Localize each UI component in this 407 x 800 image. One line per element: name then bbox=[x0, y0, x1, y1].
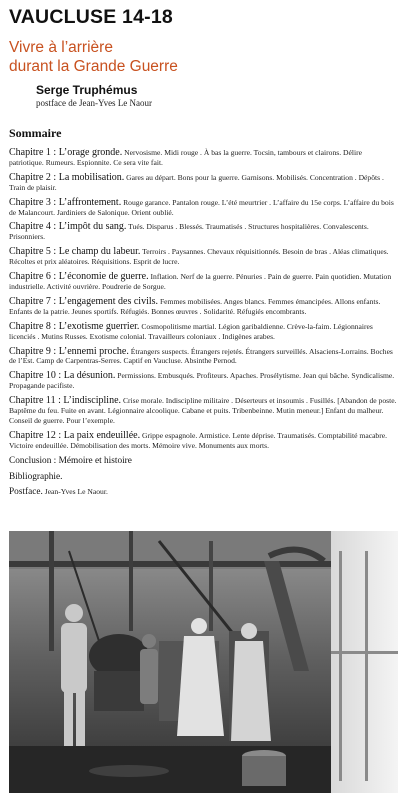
chapter-topics: Grippe espagnole. Armistice. Lente déprise. Traumatisés. Comptabilité macabre. Victoire endeuillée. Démobilisation des morts. Mémoire vive. Monuments aux morts. bbox=[9, 430, 388, 450]
toc-postface: Postface. Jean-Yves Le Naour. bbox=[9, 487, 108, 498]
factory-workers-photo bbox=[9, 531, 398, 793]
toc-chapter bbox=[9, 322, 397, 342]
chapter-topics: Femmes mobilisées. Anges blancs. Femmes émancipées. Allons enfants. Enfants de la patrie. Jeunes sportifs. Réfugiés. Bonnes œuvres . Solidarité. Réfugiés encombrants. bbox=[9, 296, 381, 316]
toc-chapter bbox=[9, 347, 397, 367]
chapter-list bbox=[9, 148, 397, 451]
toc-chapter bbox=[9, 272, 397, 292]
chapter-topics: Rouge garance. Pantalon rouge. L’été meurtrier . L’affaire du 15e corps. L’affaire du bois de Malancourt. Jardiniers de Salonique. Orient oublié. bbox=[9, 197, 394, 217]
chapter-topics: Crise morale. Indiscipline militaire . Déserteurs et insoumis . Fusillés. [Abandon de poste. Baptême du feu. Fuite en avant. Légionnaire alcoolique. Cabane et puits. Tribenbeinne. Mutin meneur.] Enfant du malheur. Conseil de guerre. Pour l’exemple. bbox=[9, 396, 397, 425]
author-name: Serge Truphémus bbox=[36, 83, 138, 97]
chapter-title: Chapitre 4 : L’impôt du sang. bbox=[9, 221, 127, 233]
chapter-title: Chapitre 5 : Le champ du labeur. bbox=[9, 246, 141, 258]
chapter-title: Chapitre 11 : L’indiscipline. bbox=[9, 395, 122, 407]
book-title: VAUCLUSE 14-18 bbox=[9, 6, 173, 28]
table-of-contents bbox=[9, 126, 397, 503]
chapter-topics: Inflation. Nerf de la guerre. Pénuries . Pain de guerre. Pain quotidien. Mutation industrielle. Activité ouvrière. Poudrerie de Sorgue. bbox=[9, 272, 392, 291]
chapter-title: Chapitre 2 : La mobilisation. bbox=[9, 171, 125, 183]
toc-chapter bbox=[9, 222, 397, 242]
toc-chapter bbox=[9, 173, 397, 193]
chapter-topics: Gares au départ. Bons pour la guerre. Garnisons. Mobilisés. Concentration . Dépôts . Train de plaisir. bbox=[9, 172, 384, 192]
chapter-topics: Tués. Disparus . Blessés. Traumatisés . Structures hospitalières. Convalescents. Prisonniers. bbox=[9, 222, 369, 242]
toc-chapter bbox=[9, 431, 397, 451]
toc-conclusion: Conclusion : Mémoire et histoire bbox=[9, 455, 132, 466]
chapter-topics: Cosmopolitisme martial. Légion garibaldienne. Crève-la-faim. Légionnaires licenciés . Mutins Russes. Exotisme colonial. Travailleurs coloniaux . Indigènes arabes. bbox=[9, 321, 373, 341]
toc-bibliography: Bibliographie. bbox=[9, 471, 63, 482]
toc-chapter bbox=[9, 297, 397, 317]
chapter-title: Chapitre 3 : L’affrontement. bbox=[9, 196, 122, 208]
toc-chapter bbox=[9, 396, 397, 426]
chapter-title: Chapitre 6 : L’économie de guerre. bbox=[9, 271, 149, 283]
chapter-title: Chapitre 1 : L’orage gronde. bbox=[9, 147, 123, 158]
toc-chapter bbox=[9, 148, 397, 168]
chapter-topics: Permissions. Embusqués. Profiteurs. Apaches. Prosélytisme. Jean qui bâche. Syndicalisme. Propagande pacifiste. bbox=[9, 371, 395, 391]
chapter-title: Chapitre 10 : La désunion. bbox=[9, 370, 116, 382]
toc-chapter bbox=[9, 247, 397, 267]
subtitle-line-2: durant la Grande Guerre bbox=[9, 58, 178, 75]
chapter-title: Chapitre 9 : L’ennemi proche. bbox=[9, 345, 129, 357]
chapter-title: Chapitre 7 : L’engagement des civils. bbox=[9, 295, 159, 307]
chapter-topics: Terroirs . Paysannes. Chevaux réquisitionnés. Besoin de bras . Aléas climatiques. Récoltes et prix aléatoires. Réquisitions. Esprit de lucre. bbox=[9, 247, 389, 267]
book-subtitle bbox=[9, 38, 178, 76]
toc-chapter bbox=[9, 371, 397, 391]
chapter-title: Chapitre 8 : L’exotisme guerrier. bbox=[9, 320, 140, 332]
chapter-title: Chapitre 12 : La paix endeuillée. bbox=[9, 429, 141, 441]
sommaire-heading: Sommaire bbox=[9, 126, 62, 140]
chapter-topics: Étrangers suspects. Étrangers rejetés. Étrangers surveillés. Alsaciens-Lorrains. Boches de l’Est. Camp de Carpentras-Serres. Captif en Vaucluse. Absinthe Pernod. bbox=[9, 346, 393, 366]
toc-chapter bbox=[9, 198, 397, 218]
subtitle-line-1: Vivre à l’arrière bbox=[9, 39, 113, 56]
photo-illustration bbox=[9, 531, 398, 793]
postface-credit: postface de Jean-Yves Le Naour bbox=[36, 98, 153, 108]
chapter-topics: Nervosisme. Midi rouge . À bas la guerre. Tocsin, tambours et clairons. Délire patriotique. Rumeurs. Espionnite. Ce sera vite fait. bbox=[9, 148, 362, 167]
